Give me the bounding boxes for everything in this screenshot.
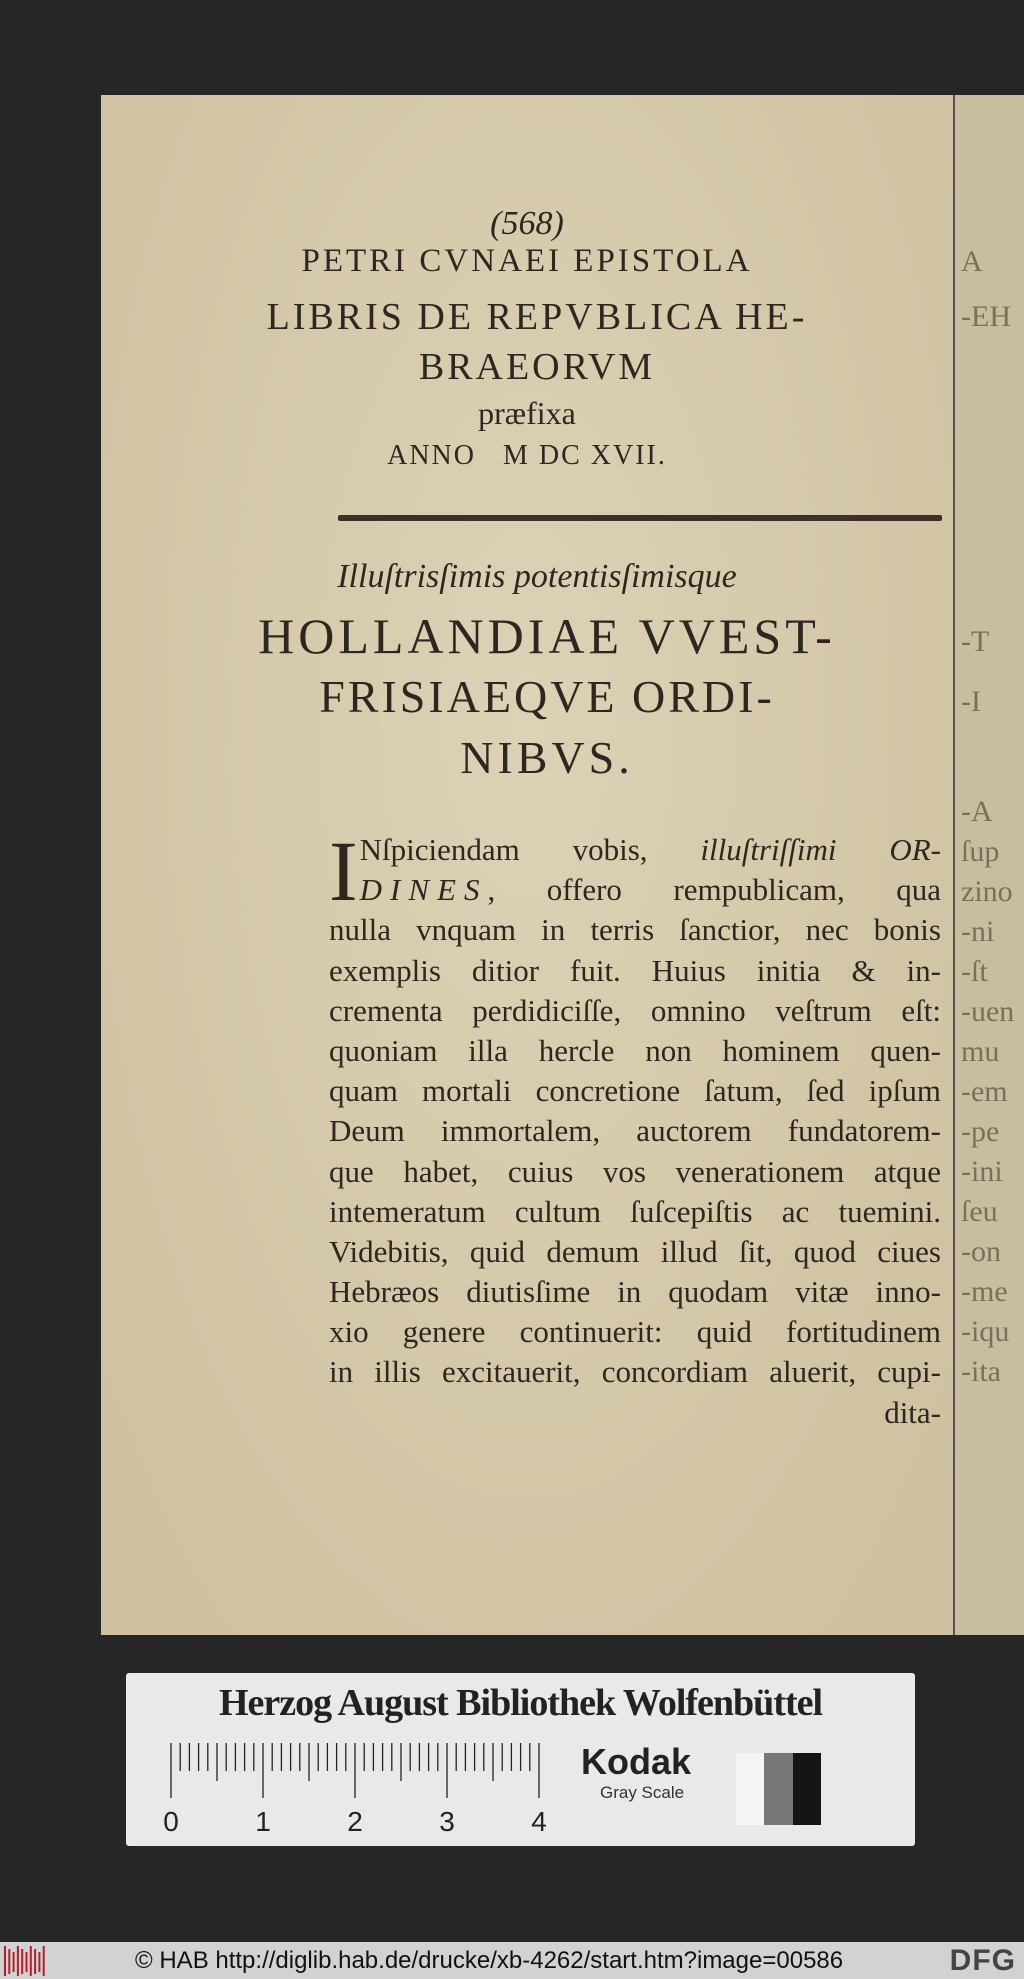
italic-span: DINES — [359, 872, 488, 908]
ruler-label: 1 — [255, 1806, 271, 1837]
adjacent-page-fragment: -pe — [961, 1115, 1000, 1148]
dedication: Illuſtrisſimis potentisſimisque — [337, 558, 737, 595]
ruler-label: 3 — [439, 1806, 455, 1837]
adjacent-page-fragment: ſeu — [961, 1195, 998, 1228]
text-line: Videbitis, quid demum illud ſit, quod ciues — [329, 1233, 941, 1269]
ruler-label: 0 — [163, 1806, 179, 1837]
text-line: Deum immortalem, auctorem fundatorem- — [329, 1113, 941, 1149]
text-line: Hebræos diutisſime in quodam vitæ inno- — [329, 1274, 941, 1310]
text-line: xio genere continuerit: quid fortitudinem — [329, 1314, 941, 1350]
text-line: quoniam illa hercle non hominem quen- — [329, 1032, 941, 1068]
adjacent-page-fragment: -ni — [961, 915, 995, 948]
text-line — [329, 870, 941, 910]
gray-patch-swatch — [764, 1753, 792, 1825]
text-span: , offero rempublicam, qua — [487, 872, 941, 908]
text-line: que habet, cuius vos venerationem atque — [329, 1153, 941, 1189]
title-date: ANNO M DC XVII. — [387, 440, 667, 471]
adjacent-page-fragment: -A — [961, 795, 993, 828]
divider-rule — [338, 515, 942, 521]
adjacent-page-fragment: -T — [961, 625, 990, 658]
title-line: LIBRIS DE REPVBLICA HE- — [266, 296, 808, 338]
adjacent-page-fragment: A — [961, 245, 983, 278]
adjacent-page-fragment: ſup — [961, 835, 1000, 868]
heading-line: FRISIAEQVE ORDI- — [319, 671, 775, 722]
kodak-logo: Kodak — [581, 1741, 692, 1782]
italic-span: illuſtriſſimi OR- — [700, 832, 941, 867]
ruler-label: 4 — [531, 1806, 547, 1837]
title-line: præfixa — [478, 395, 576, 431]
adjacent-page-fragment: -me — [961, 1275, 1008, 1308]
gray-scale-label: Gray Scale — [600, 1783, 685, 1802]
adjacent-page-fragment: -I — [961, 685, 981, 718]
adjacent-page-fragment: mu — [961, 1035, 1000, 1068]
adjacent-page-fragment: -iqu — [961, 1315, 1010, 1348]
text-line — [329, 830, 941, 870]
adjacent-page-fragment: -on — [961, 1235, 1001, 1268]
page-number: (568) — [490, 205, 564, 242]
adjacent-page-fragment: -EH — [961, 300, 1011, 333]
dfg-logo: DFG — [949, 1944, 1016, 1977]
adjacent-page-fragment: -ita — [961, 1355, 1001, 1388]
text-line: intemeratum cultum ſuſcepiſtis ac tuemini. — [329, 1193, 941, 1229]
adjacent-page-fragment: -ini — [961, 1155, 1003, 1188]
footer-bar — [0, 1942, 1024, 1979]
ruler — [163, 1743, 547, 1837]
text-line: dita- — [884, 1394, 941, 1430]
text-line: in illis excitauerit, concordiam aluerit, cupi- — [329, 1354, 941, 1390]
library-name: Herzog August Bibliothek Wolfenbüttel — [218, 1682, 823, 1724]
heading-line: HOLLANDIAE VVEST- — [258, 608, 836, 664]
gray-patch-swatch — [793, 1753, 821, 1825]
text-span: Nſpiciendam vobis, — [359, 832, 701, 867]
copyright-url[interactable]: © HAB http://diglib.hab.de/drucke/xb-4262/start.htm?image=00586 — [135, 1947, 844, 1974]
text-line: crementa perdidiciſſe, omnino veſtrum eſt: — [329, 992, 941, 1028]
adjacent-page-fragment: -uen — [961, 995, 1015, 1028]
adjacent-page-fragment: -em — [961, 1075, 1008, 1108]
title-line: BRAEORVM — [418, 346, 656, 388]
heading-line: NIBVS. — [460, 732, 634, 783]
ruler-label: 2 — [347, 1806, 363, 1837]
text-line: exemplis ditior fuit. Huius initia & in- — [329, 952, 941, 988]
title-line: PETRI CVNAEI EPISTOLA — [301, 243, 753, 279]
text-line: nulla vnquam in terris ſanctior, nec bonis — [329, 912, 941, 948]
scale-card — [126, 1673, 915, 1846]
hab-logo-icon — [4, 1946, 48, 1976]
text-line: quam mortali concretione ſatum, ſed ipſum — [329, 1073, 941, 1109]
adjacent-page-edge — [953, 95, 1024, 1635]
adjacent-page-fragment: zino — [961, 875, 1013, 908]
adjacent-page-fragment: -ſt — [961, 955, 988, 988]
body-text — [329, 823, 941, 1433]
drop-cap: I — [329, 823, 358, 919]
gray-scale-patch — [736, 1753, 821, 1825]
book-page — [101, 95, 953, 1635]
gray-patch-swatch — [736, 1753, 764, 1825]
